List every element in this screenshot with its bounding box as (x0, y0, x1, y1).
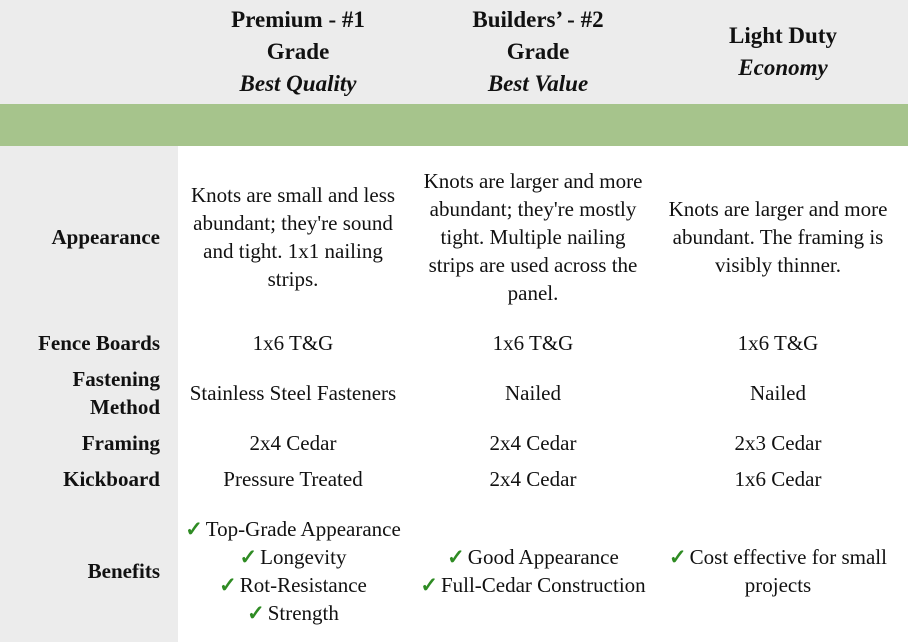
fastening-premium: Stainless Steel Fasteners (189, 381, 397, 405)
checkmark-icon: ✓ (247, 601, 265, 625)
row-framing (0, 428, 908, 458)
framing-light-duty: 2x3 Cedar (734, 431, 822, 455)
row-label-benefits: Benefits (87, 559, 160, 583)
kickboard-premium: Pressure Treated (223, 467, 363, 491)
header-premium-subtitle: Best Quality (239, 71, 357, 96)
kickboard-light-duty: 1x6 Cedar (734, 467, 822, 491)
header-row (0, 0, 908, 104)
appearance-premium: Knots are small and less abundant; they're sound and tight. 1x1 nailing strips. (190, 183, 396, 291)
benefit-item: ✓ Good Appearance (447, 545, 619, 569)
header-builders-title: Builders’ - #2 (472, 7, 604, 32)
row-kickboard (0, 464, 908, 494)
green-divider-band (0, 104, 908, 146)
row-appearance (0, 150, 908, 324)
benefits-light-duty (658, 500, 898, 642)
header-builders (418, 0, 658, 104)
row-benefits (0, 500, 908, 642)
checkmark-icon: ✓ (185, 517, 203, 541)
fastening-light-duty: Nailed (750, 381, 806, 405)
benefit-item: ✓ Longevity (239, 545, 347, 569)
header-light-duty (658, 0, 908, 104)
appearance-builders: Knots are larger and more abundant; they're mostly tight. Multiple nailing strips are used across the panel. (423, 169, 643, 305)
benefits-builders (418, 500, 648, 642)
row-fence-boards (0, 328, 908, 358)
checkmark-icon: ✓ (669, 545, 687, 569)
framing-premium: 2x4 Cedar (249, 431, 337, 455)
appearance-light-duty: Knots are larger and more abundant. The framing is visibly thinner. (668, 197, 888, 277)
header-light-duty-subtitle: Economy (738, 55, 828, 80)
benefits-premium (178, 500, 408, 642)
row-label-fence-boards: Fence Boards (38, 331, 160, 355)
header-builders-subtitle: Best Value (487, 71, 589, 96)
row-label-fastening-method: Fastening Method (72, 367, 160, 419)
kickboard-builders: 2x4 Cedar (489, 467, 577, 491)
benefit-item: ✓ Strength (247, 601, 339, 625)
fence-boards-builders: 1x6 T&G (492, 331, 574, 355)
benefit-item: ✓ Cost effective for small projects (669, 545, 887, 597)
fence-boards-light-duty: 1x6 T&G (737, 331, 819, 355)
benefit-item: ✓ Top-Grade Appearance (185, 517, 401, 541)
row-label-appearance: Appearance (51, 225, 160, 249)
row-fastening-method (0, 364, 908, 422)
fence-boards-premium: 1x6 T&G (252, 331, 334, 355)
checkmark-icon: ✓ (239, 545, 258, 569)
row-label-framing: Framing (81, 431, 160, 455)
header-light-duty-title: Light Duty (729, 23, 837, 48)
checkmark-icon: ✓ (447, 545, 465, 569)
benefit-item: ✓ Rot-Resistance (219, 573, 367, 597)
checkmark-icon: ✓ (420, 573, 438, 597)
header-premium-grade: Grade (266, 39, 330, 64)
header-premium (178, 0, 418, 104)
benefit-item: ✓ Full-Cedar Construction (420, 573, 646, 597)
header-premium-title: Premium - #1 (231, 7, 365, 32)
framing-builders: 2x4 Cedar (489, 431, 577, 455)
row-label-kickboard: Kickboard (63, 467, 160, 491)
header-builders-grade: Grade (506, 39, 570, 64)
checkmark-icon: ✓ (219, 573, 237, 597)
fastening-builders: Nailed (505, 381, 561, 405)
